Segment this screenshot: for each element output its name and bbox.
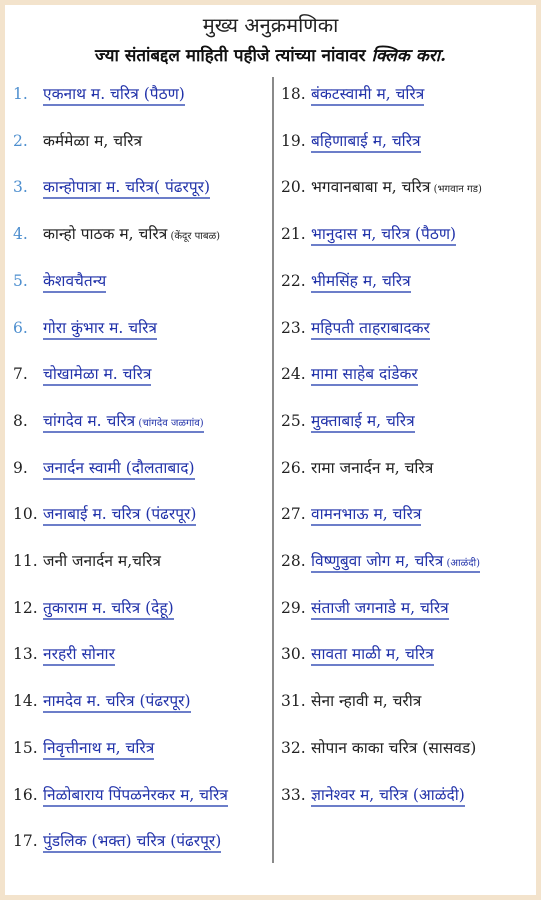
- saint-link[interactable]: [43, 85, 185, 106]
- item-label: चोखामेळा म. चरित्र: [43, 365, 152, 384]
- item-number: 14.: [13, 692, 38, 711]
- item-label: सोपान काका चरित्र (सासवड): [311, 738, 477, 757]
- saint-link[interactable]: [311, 599, 449, 620]
- item-number: 21.: [281, 225, 306, 244]
- item-place-note: (आळंदी): [443, 558, 480, 569]
- item-number: 15.: [13, 738, 38, 757]
- item-number: 17.: [13, 832, 38, 851]
- item-number: 16.: [13, 785, 38, 804]
- item-number: 6.: [13, 318, 28, 337]
- saint-link[interactable]: [43, 319, 157, 340]
- item-number: 27.: [281, 505, 306, 524]
- item-number: 19.: [281, 131, 306, 150]
- saint-link[interactable]: [43, 272, 106, 293]
- item-number: 30.: [281, 645, 306, 664]
- item-label: चांगदेव म. चरित्र: [43, 411, 136, 430]
- index-item[interactable]: [13, 783, 228, 813]
- index-item: [13, 222, 220, 252]
- item-label: जनाबाई म. चरित्र (पंढरपूर): [43, 505, 197, 524]
- item-label: मुक्ताबाई म, चरित्र: [311, 411, 415, 430]
- index-item[interactable]: [281, 129, 421, 159]
- index-item[interactable]: [13, 642, 115, 672]
- item-label: बंकटस्वामी म, चरित्र: [311, 85, 425, 103]
- item-number: 2.: [13, 131, 28, 150]
- item-number: 23.: [281, 318, 306, 337]
- item-number: 20.: [281, 178, 306, 197]
- saint-link[interactable]: [311, 786, 465, 807]
- index-item[interactable]: [281, 642, 434, 672]
- item-label: कान्होपात्रा म. चरित्र( पंढरपूर): [43, 178, 211, 197]
- saint-link[interactable]: [311, 505, 421, 526]
- saint-link[interactable]: [311, 85, 424, 106]
- index-item: [281, 736, 476, 766]
- saint-link[interactable]: [311, 132, 421, 153]
- item-label: भानुदास म, चरित्र (पैठण): [311, 225, 457, 244]
- index-item: [13, 129, 142, 159]
- item-label: विष्णुबुवा जोग म, चरित्र: [311, 552, 444, 570]
- saint-label: [43, 552, 161, 570]
- index-item[interactable]: [13, 82, 185, 112]
- item-number: 11.: [13, 552, 38, 570]
- saint-link[interactable]: [43, 505, 196, 526]
- item-number: 7.: [13, 365, 28, 384]
- index-item: [281, 689, 421, 719]
- item-label: एकनाथ म. चरित्र (पैठण): [43, 85, 185, 103]
- item-number: 28.: [281, 552, 306, 570]
- index-item[interactable]: [281, 222, 456, 252]
- index-item[interactable]: [281, 783, 465, 813]
- saint-link[interactable]: [311, 319, 430, 340]
- item-number: 24.: [281, 365, 306, 384]
- saint-label: [43, 225, 220, 243]
- index-item[interactable]: [281, 362, 418, 392]
- item-label: निळोबाराय पिंपळनेरकर म, चरित्र: [43, 785, 228, 804]
- index-item[interactable]: [13, 175, 210, 205]
- item-label: नरहरी सोनार: [43, 645, 115, 664]
- item-label: भगवानबाबा म, चरित्र: [311, 178, 431, 197]
- saint-link[interactable]: [311, 225, 456, 246]
- page-title: मुख्य अनुक्रमणिका: [202, 13, 339, 37]
- index-item[interactable]: [281, 316, 430, 346]
- index-item[interactable]: [13, 596, 174, 626]
- item-place-note: (केंदूर पाबळ): [167, 231, 221, 243]
- saint-link[interactable]: [311, 552, 480, 573]
- saint-link[interactable]: [43, 178, 210, 199]
- item-label: केशवचैतन्य: [43, 271, 107, 290]
- saint-label: [311, 459, 433, 477]
- item-number: 22.: [281, 271, 306, 290]
- index-item: [281, 175, 482, 205]
- saint-link[interactable]: [43, 459, 195, 480]
- item-place-note: (चांगदेव जळगांव): [135, 417, 204, 429]
- saint-link[interactable]: [311, 365, 418, 386]
- item-number: 12.: [13, 598, 38, 617]
- item-number: 26.: [281, 458, 306, 477]
- item-number: 18.: [281, 85, 306, 103]
- column-divider: [272, 77, 274, 863]
- saint-link[interactable]: [311, 412, 415, 433]
- index-item[interactable]: [13, 316, 157, 346]
- saint-link[interactable]: [43, 365, 151, 386]
- item-number: 29.: [281, 598, 306, 617]
- index-item[interactable]: [13, 362, 151, 392]
- item-number: 10.: [13, 505, 38, 524]
- instruction-text: [5, 43, 536, 66]
- item-number: 33.: [281, 785, 306, 804]
- item-label: जनी जनार्दन म,चरित्र: [43, 552, 161, 570]
- item-label: सेना न्हावी म, चरीत्र: [311, 692, 422, 711]
- item-label: महिपती ताहराबादकर: [311, 318, 430, 337]
- item-number: 13.: [13, 645, 38, 664]
- item-label: वामनभाऊ म, चरित्र: [311, 505, 422, 524]
- item-label: गोरा कुंभार म. चरित्र: [43, 318, 157, 337]
- item-number: 1.: [13, 85, 28, 103]
- index-item[interactable]: [13, 736, 154, 766]
- item-label: पुंडलिक (भक्त) चरित्र (पंढरपूर): [43, 832, 222, 851]
- index-item[interactable]: [13, 409, 204, 439]
- saint-link[interactable]: [43, 786, 228, 807]
- saint-label: [311, 692, 421, 710]
- item-label: कर्ममेळा म, चरित्र: [43, 131, 143, 150]
- index-item[interactable]: [281, 269, 411, 299]
- saint-link[interactable]: [43, 412, 204, 433]
- saint-link[interactable]: [43, 739, 154, 760]
- index-item[interactable]: [281, 502, 421, 532]
- index-item[interactable]: [13, 269, 106, 299]
- item-label: रामा जनार्दन म, चरित्र: [311, 458, 434, 477]
- index-item[interactable]: [281, 409, 415, 439]
- saint-label: [43, 132, 142, 150]
- item-label: बहिणाबाई म, चरित्र: [311, 131, 421, 150]
- item-number: 25.: [281, 411, 306, 430]
- item-label: कान्हो पाठक म, चरित्र: [43, 225, 168, 244]
- saint-link[interactable]: [311, 272, 411, 293]
- instruction-emphasis: क्लिक करा.: [371, 46, 447, 66]
- saint-link[interactable]: [43, 645, 115, 666]
- item-label: निवृत्तीनाथ म, चरित्र: [43, 738, 155, 757]
- item-number: 31.: [281, 692, 306, 711]
- index-item[interactable]: [281, 549, 480, 579]
- saint-label: [311, 739, 476, 757]
- index-item[interactable]: [13, 456, 195, 486]
- saint-link[interactable]: [311, 645, 434, 666]
- item-label: तुकाराम म. चरित्र (देहू): [43, 598, 174, 617]
- index-item[interactable]: [13, 502, 196, 532]
- item-label: सावता माळी म, चरित्र: [311, 645, 434, 664]
- item-number: 9.: [13, 458, 28, 477]
- saint-link[interactable]: [43, 832, 221, 853]
- saint-link[interactable]: [43, 599, 174, 620]
- instruction-main: ज्या संतांबद्दल माहिती पहीजे त्यांच्या नांवावर: [94, 46, 366, 66]
- item-label: मामा साहेब दांडेकर: [311, 365, 418, 384]
- item-label: नामदेव म. चरित्र (पंढरपूर): [43, 692, 191, 711]
- item-place-note: (भगवान गड): [430, 184, 482, 196]
- index-item[interactable]: [13, 829, 221, 859]
- item-number: 3.: [13, 178, 28, 197]
- index-page: [5, 5, 536, 895]
- index-item[interactable]: [281, 596, 449, 626]
- item-label: संताजी जगनाडे म, चरित्र: [311, 598, 449, 617]
- saint-link[interactable]: [43, 692, 191, 713]
- item-label: ज्ञानेश्वर म, चरित्र (आळंदी): [311, 785, 465, 804]
- item-number: 32.: [281, 738, 306, 757]
- saint-label: [311, 178, 482, 196]
- index-item: [281, 456, 433, 486]
- item-label: जनार्दन स्वामी (दौलताबाद): [43, 458, 195, 477]
- index-item[interactable]: [281, 82, 424, 112]
- item-number: 5.: [13, 271, 28, 290]
- index-item[interactable]: [13, 689, 191, 719]
- item-number: 8.: [13, 411, 28, 430]
- item-number: 4.: [13, 225, 28, 244]
- index-item: [13, 549, 161, 579]
- item-label: भीमसिंह म, चरित्र: [311, 271, 411, 290]
